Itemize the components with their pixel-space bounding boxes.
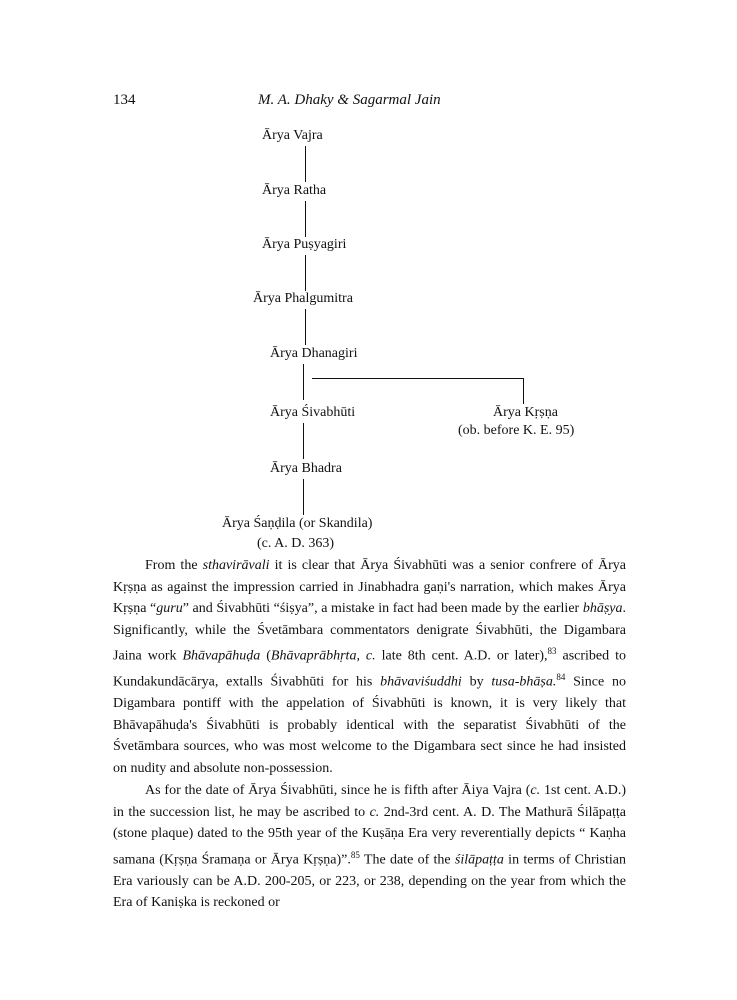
text-run: by <box>461 674 492 690</box>
italic-term: sthavirāvali <box>202 558 270 573</box>
tree-node-arya-vajra: Ārya Vajra <box>262 128 323 143</box>
footnote-marker[interactable]: 85 <box>350 849 360 860</box>
tree-node-arya-phalgumitra: Ārya Phalgumitra <box>253 291 353 306</box>
page-number: 134 <box>113 92 136 108</box>
italic-term: c. <box>369 804 380 820</box>
tree-node-arya-ratha: Ārya Ratha <box>262 183 327 198</box>
tree-connector <box>305 255 306 291</box>
tree-node-arya-krsna-note: (ob. before K. E. 95) <box>458 423 575 438</box>
italic-term: bhāṣya <box>582 601 623 616</box>
italic-term: c. <box>530 783 541 798</box>
tree-node-arya-krsna: Ārya Kṛṣṇa <box>493 405 558 420</box>
text-run: late 8th cent. A.D. or later), <box>375 648 548 664</box>
body-paragraph-1 <box>113 555 626 779</box>
text-run: . Significantly, while the Śvetāmbara commentators denigrate Śivabhūti, the Digambara Jaina work <box>113 601 626 664</box>
italic-term: śilāpaṭṭa <box>454 852 504 868</box>
text-run: it is clear that Ārya Śivabhūti was a senior confrere of Ārya Kṛṣṇa as against the impression carried in Jinabhadra gaṇi's narration, which makes Ārya Kṛṣṇa “ <box>113 558 626 616</box>
tree-branch-line <box>312 378 524 379</box>
tree-connector <box>305 201 306 237</box>
text-run: As for the date of Ārya Śivabhūti, since he is fifth after Āiya Vajra ( <box>145 783 531 798</box>
footnote-marker[interactable]: 83 <box>547 646 557 656</box>
text-run: The date of the <box>359 852 455 868</box>
tree-node-arya-pusyagiri: Ārya Puṣyagiri <box>262 237 347 252</box>
text-run: 2nd-3rd cent. A. D. The Mathurā Śilāpaṭṭa (stone plaque) dated to the 95th year of the Kuṣāṇa Era very reverentially depicts “ Kaṇha samana (Kṛṣṇa Śramaṇa or Ārya Kṛṣṇa)”. <box>113 804 626 868</box>
text-run: ascribed to Kundakundācārya, extalls Śivabhūti for his <box>113 648 627 690</box>
tree-connector <box>303 479 304 515</box>
page-header <box>0 92 737 116</box>
body-paragraph-2 <box>113 780 626 914</box>
tree-connector <box>305 309 306 345</box>
text-run: ” and Śivabhūti “śiṣya”, a mistake in fact had been made by the earlier <box>182 601 583 616</box>
text-run: From the <box>145 558 203 573</box>
italic-term: guru <box>156 601 183 616</box>
tree-connector <box>523 378 524 404</box>
tree-node-arya-sandila-date: (c. A. D. 363) <box>257 536 334 551</box>
tree-node-arya-sivabhuti: Ārya Śivabhūti <box>270 405 356 420</box>
italic-term: bhāvaviśuddhi <box>380 674 462 690</box>
tree-connector <box>305 146 306 182</box>
text-run: ( <box>260 648 271 664</box>
text-run: 1st cent. A.D.) in the succession list, he may be ascribed to <box>113 783 626 820</box>
tree-connector <box>303 423 304 459</box>
italic-term: Bhāvaprābhṛta, c. <box>270 648 376 664</box>
tree-connector <box>303 364 304 400</box>
tree-node-arya-bhadra: Ārya Bhadra <box>270 461 342 476</box>
text-run: Since no Digambara pontiff with the appelation of Śivabhūti is known, it is very likely that Bhāvapāhuḍa's Śivabhūti is probably identical with the separatist Śivabhūti of the Śvetāmbara sources, who was most welcome to the Digambara sect since he had insisted on nudity and absolute non-possession. <box>113 674 627 776</box>
italic-term: Bhāvapāhuḍa <box>182 648 261 664</box>
tree-node-arya-dhanagiri: Ārya Dhanagiri <box>270 346 358 361</box>
tree-node-arya-sandila: Ārya Śaṇḍila (or Skandila) <box>222 516 373 531</box>
running-head: M. A. Dhaky & Sagarmal Jain <box>258 92 441 108</box>
text-run: in terms of Christian Era variously can be A.D. 200-205, or 223, or 238, depending on the year from which the Era of Kaniṣka is reckoned or <box>113 852 626 911</box>
footnote-marker[interactable]: 84 <box>556 672 566 683</box>
italic-term: tusa-bhāṣa. <box>491 674 557 690</box>
